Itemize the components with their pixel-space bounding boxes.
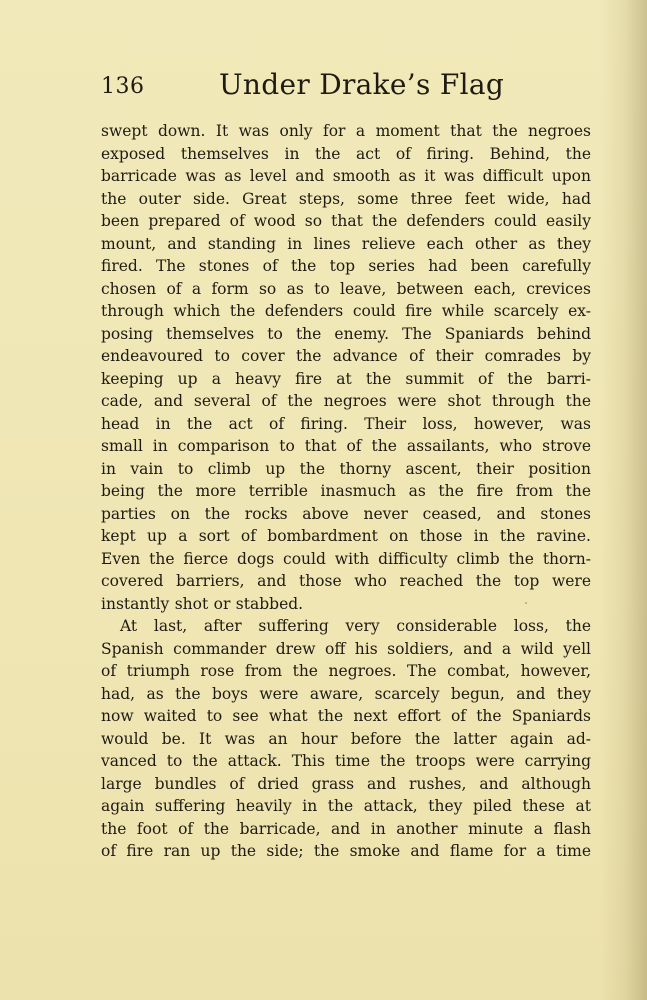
text-line: covered barriers, and those who reached the top were bbox=[101, 572, 591, 590]
text-line: swept down. It was only for a moment that the negroes bbox=[101, 122, 591, 140]
paragraph-1 bbox=[101, 120, 591, 615]
text-line: being the more terrible inasmuch as the fire from the bbox=[101, 482, 591, 500]
text-line: in vain to climb up the thorny ascent, their position bbox=[101, 459, 591, 478]
text-line: of triumph rose from the negroes. The combat, however, bbox=[101, 662, 591, 680]
text-line: mount, and standing in lines relieve each other as they bbox=[101, 234, 591, 253]
text-line: fired. The stones of the top series had been carefully bbox=[101, 257, 591, 275]
text-line: had, as the boys were aware, scarcely begun, and they bbox=[101, 684, 591, 703]
page-header bbox=[101, 68, 591, 112]
paragraph-2 bbox=[101, 615, 591, 863]
text-line: the foot of the barricade, and in another minute a flash bbox=[101, 819, 591, 838]
paper-speck bbox=[525, 602, 527, 604]
body-text bbox=[101, 120, 591, 863]
text-line: Even the fierce dogs could with difficulty climb the thorn- bbox=[101, 549, 591, 568]
text-line: posing themselves to the enemy. The Spaniards behind bbox=[101, 324, 591, 343]
text-line: the outer side. Great steps, some three feet wide, had bbox=[101, 189, 591, 208]
text-line: chosen of a form so as to leave, between each, crevices bbox=[101, 279, 591, 298]
text-line: small in comparison to that of the assailants, who strove bbox=[101, 437, 591, 455]
text-line: kept up a sort of bombardment on those in the ravine. bbox=[101, 527, 591, 545]
text-line: would be. It was an hour before the latter again ad- bbox=[101, 729, 591, 748]
text-line: large bundles of dried grass and rushes, and although bbox=[101, 774, 591, 793]
running-title: Under Drake’s Flag bbox=[219, 68, 505, 101]
text-line: exposed themselves in the act of firing. Behind, the bbox=[101, 144, 591, 163]
text-line: through which the defenders could fire while scarcely ex- bbox=[101, 302, 591, 320]
text-line: At last, after suffering very considerable loss, the bbox=[120, 617, 591, 635]
page-number: 136 bbox=[101, 74, 145, 99]
text-line: vanced to the attack. This time the troops were carrying bbox=[101, 752, 591, 770]
text-line: of fire ran up the side; the smoke and flame for a time bbox=[101, 842, 591, 860]
text-line: barricade was as level and smooth as it was difficult upon bbox=[101, 167, 591, 185]
text-line: cade, and several of the negroes were shot through the bbox=[101, 392, 591, 410]
text-line: again suffering heavily in the attack, they piled these at bbox=[101, 797, 591, 815]
text-line: Spanish commander drew off his soldiers, and a wild yell bbox=[101, 639, 591, 658]
text-line: parties on the rocks above never ceased, and stones bbox=[101, 504, 591, 523]
text-line: endeavoured to cover the advance of their comrades by bbox=[101, 347, 591, 365]
text-line: instantly shot or stabbed. bbox=[101, 594, 304, 613]
text-line: keeping up a heavy fire at the summit of the barri- bbox=[101, 369, 591, 388]
text-line: head in the act of firing. Their loss, however, was bbox=[101, 414, 591, 433]
text-line: been prepared of wood so that the defenders could easily bbox=[101, 212, 591, 230]
text-line: now waited to see what the next effort of the Spaniards bbox=[101, 707, 591, 725]
